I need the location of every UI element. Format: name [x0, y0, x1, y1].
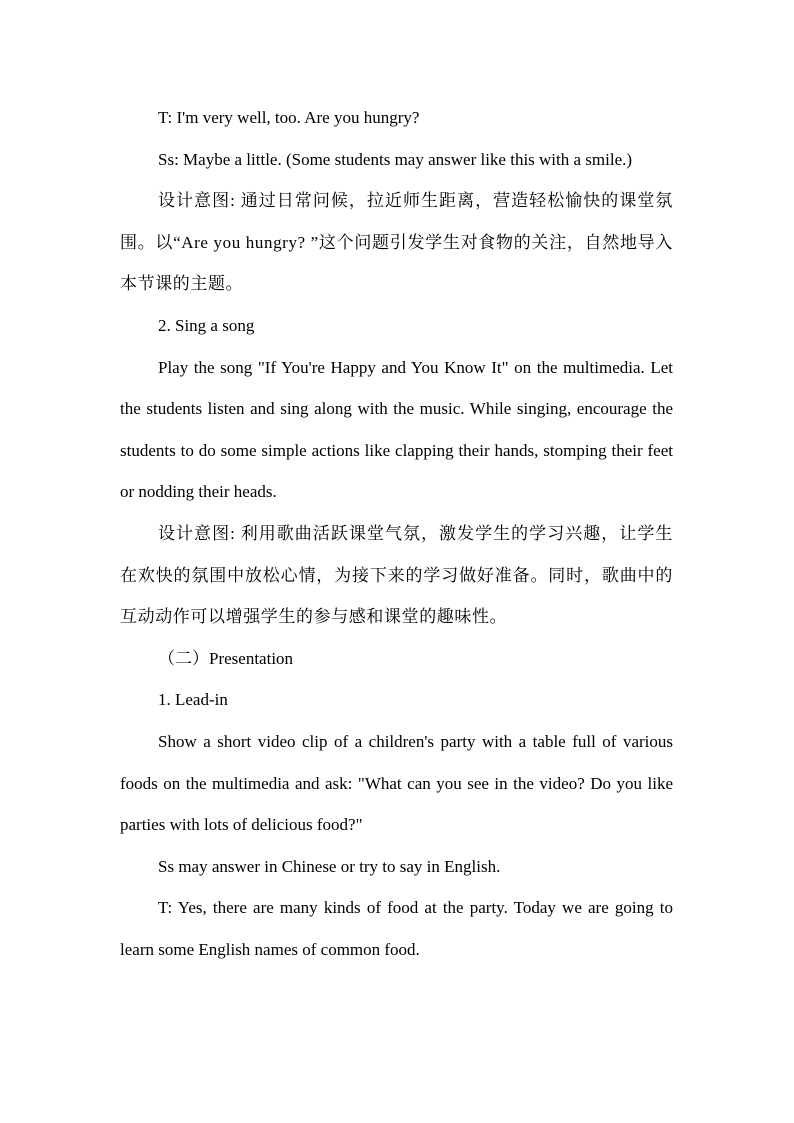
step-heading-lead-in: 1. Lead-in [158, 690, 228, 710]
paragraph-students-response: Ss may answer in Chinese or try to say in English. [158, 856, 501, 876]
document-body [120, 97, 673, 970]
design-intent-song: 设计意图: 利用歌曲活跃课堂气氛，激发学生的学习兴趣，让学生在欢快的氛围中放松心情，为接下来的学习做好准备。同时，歌曲中的互动动作可以增强学生的参与感和课堂的趣味性。 [120, 523, 673, 627]
section-heading-presentation: （二）Presentation [158, 648, 294, 668]
paragraph-play-song: Play the song "If You're Happy and You Know It" on the multimedia. Let the students listen and sing along with the music. While singing, encourage the students to do some simple actions like clapping their hands, stomping their feet or nodding their heads. [120, 357, 673, 502]
dialogue-teacher-intro-food: T: Yes, there are many kinds of food at the party. Today we are going to learn some English names of common food. [120, 898, 673, 959]
paragraph-video-clip: Show a short video clip of a children's party with a table full of various foods on the multimedia and ask: "What can you see in the video? Do you like parties with lots of delicious food?" [120, 731, 673, 835]
design-intent-greeting: 设计意图: 通过日常问候，拉近师生距离，营造轻松愉快的课堂氛围。以“Are you hungry? ”这个问题引发学生对食物的关注，自然地导入本节课的主题。 [120, 191, 673, 294]
dialogue-students-answer: Ss: Maybe a little. (Some students may answer like this with a smile.) [158, 149, 633, 169]
step-heading-sing-a-song: 2. Sing a song [158, 315, 255, 335]
dialogue-teacher-greeting: T: I'm very well, too. Are you hungry? [158, 108, 420, 127]
